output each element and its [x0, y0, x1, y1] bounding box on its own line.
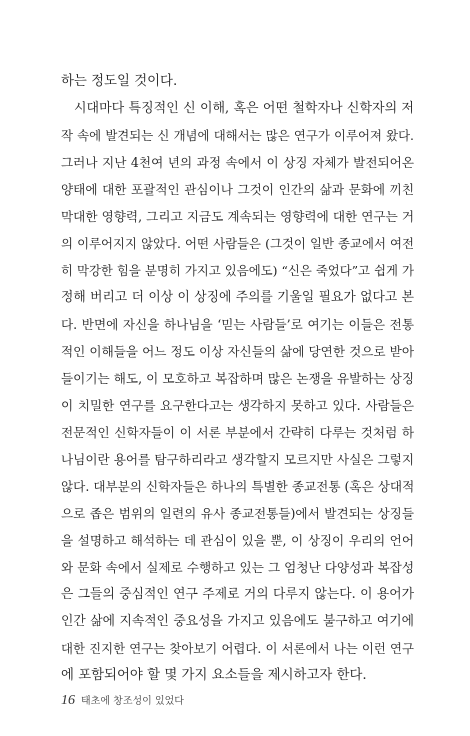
text-line: 와 문화 속에서 실제로 수행하고 있는 그 엄청난 다양성과 복잡성	[61, 560, 414, 575]
text-line: 대한 진지한 연구는 찾아보기 어렵다. 이 서론에서 나는 이런 연구	[61, 641, 414, 656]
page-number: 16	[61, 693, 75, 708]
running-title: 태초에 창조성이 있었다	[81, 696, 184, 707]
text-line: 나님이란 용어를 탐구하리라고 생각할지 모르지만 사실은 그렇지	[61, 452, 414, 467]
page-footer	[61, 692, 184, 712]
text-line: 들이기는 해도, 이 모호하고 복잡하며 많은 논쟁을 유발하는 상징	[61, 371, 414, 386]
text-line: 그러나 지난 4천여 년의 과정 속에서 이 상징 자체가 발전되어온	[61, 155, 414, 170]
body-text	[61, 68, 414, 689]
text-line: 이 치밀한 연구를 요구한다고는 생각하지 못하고 있다. 사람들은	[61, 398, 414, 413]
text-line: 양태에 대한 포괄적인 관심이나 그것이 인간의 삶과 문화에 끼친	[61, 182, 414, 197]
text-line: 은 그들의 중심적인 연구 주제로 거의 다루지 않는다. 이 용어가	[61, 587, 414, 602]
text-line: 에 포함되어야 할 몇 가지 요소들을 제시하고자 한다.	[61, 668, 367, 683]
text-line: 전문적인 신학자들이 이 서론 부분에서 간략히 다루는 것처럼 하	[61, 425, 414, 440]
text-line: 적인 이해들을 어느 정도 이상 자신들의 삶에 당연한 것으로 받아	[61, 344, 414, 359]
text-line: 막대한 영향력, 그리고 지금도 계속되는 영향력에 대한 연구는 거	[61, 209, 414, 224]
text-line: 정해 버리고 더 이상 이 상징에 주의를 기울일 필요가 없다고 본	[61, 290, 414, 305]
text-line: 않다. 대부분의 신학자들은 하나의 특별한 종교전통 (혹은 상대적	[61, 479, 415, 494]
text-line: 인간 삶에 지속적인 중요성을 가지고 있음에도 불구하고 여기에	[61, 614, 414, 629]
text-line: 을 설명하고 해석하는 데 관심이 있을 뿐, 이 상징이 우리의 언어	[61, 533, 414, 548]
text-line: 시대마다 특징적인 신 이해, 혹은 어떤 철학자나 신학자의 저	[74, 101, 414, 116]
text-line: 히 막강한 힘을 분명히 가지고 있음에도) “신은 죽었다”고 쉽게 가	[61, 263, 414, 278]
text-line: 다. 반면에 자신을 하나님을 ‘믿는 사람들’로 여기는 이들은 전통	[61, 317, 414, 332]
text-line: 으로 좁은 범위의 일련의 유사 종교전통들)에서 발견되는 상징들	[61, 506, 414, 521]
text-line: 의 이루어지지 않았다. 어떤 사람들은 (그것이 일반 종교에서 여전	[61, 236, 414, 251]
text-line: 하는 정도일 것이다.	[61, 74, 178, 89]
text-line: 작 속에 발견되는 신 개념에 대해서는 많은 연구가 이루어져 왔다.	[61, 128, 414, 143]
